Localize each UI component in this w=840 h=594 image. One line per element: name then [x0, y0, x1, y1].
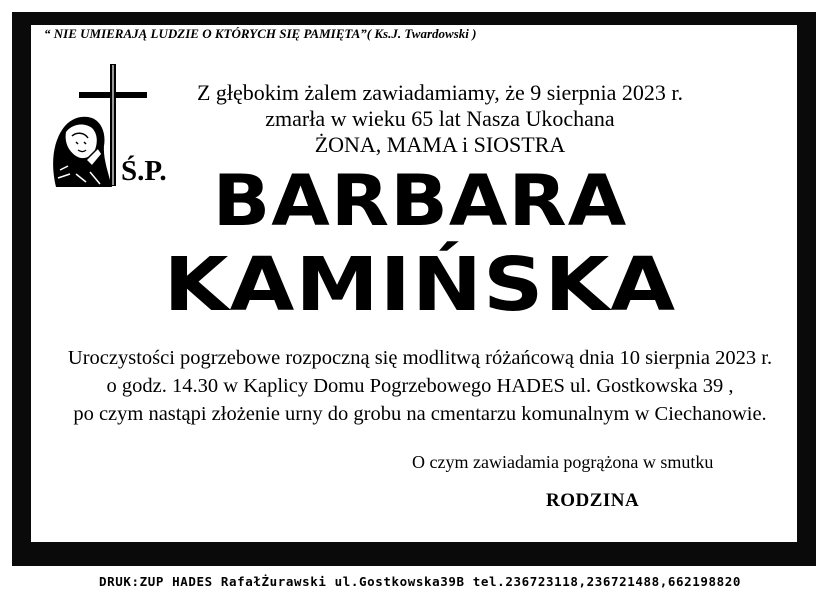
family-signature: RODZINA [546, 490, 640, 511]
deceased-first-name: BARBARA [212, 160, 628, 242]
sp-label: Ś.P. [121, 155, 167, 187]
deceased-last-name: KAMIŃSKA [163, 242, 677, 328]
ceremony-line-3: po czym nastąpi złożenie urny do grobu na cmentarzu komunalnym w Ciechanowie. [73, 403, 767, 425]
intro-line-1: Z głębokim żalem zawiadamiamy, że 9 sierpnia 2023 r. [196, 80, 684, 105]
ceremony-line-2: o godz. 14.30 w Kaplicy Domu Pogrzebowego HADES ul. Gostkowska 39 , [106, 375, 734, 397]
closing-line: O czym zawiadamia pogrążona w smutku [412, 452, 714, 472]
funeral-details [30, 344, 810, 428]
printer-footer: DRUK:ZUP HADES RafałŻurawski ul.Gostkowska39B tel.236723118,236721488,662198820 [99, 574, 741, 589]
announcement-intro [170, 80, 710, 158]
motto-quote: “ NIE UMIERAJĄ LUDZIE O KTÓRYCH SIĘ PAMIĘTA”( Ks.J. Twardowski ) [44, 26, 477, 41]
ceremony-line-1: Uroczystości pogrzebowe rozpoczną się modlitwą różańcową dnia 10 sierpnia 2023 r. [67, 347, 773, 369]
intro-line-2: zmarła w wieku 65 lat Nasza Ukochana [265, 106, 615, 131]
intro-line-3: ŻONA, MAMA i SIOSTRA [314, 132, 566, 157]
